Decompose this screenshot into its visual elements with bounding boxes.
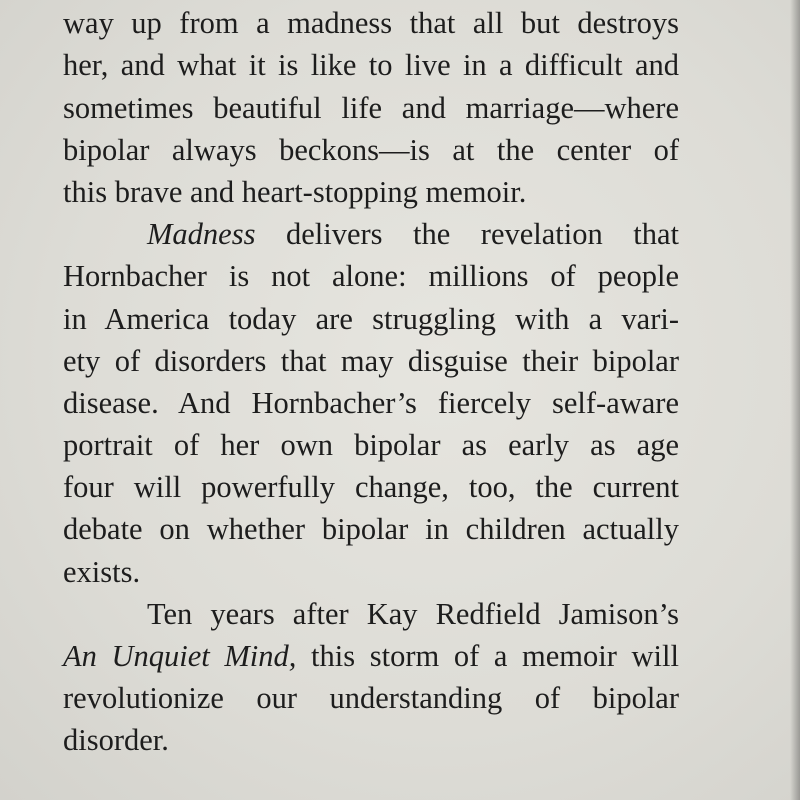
text-line: bipolar always beckons—is at the center of [63,132,679,167]
text-line: four will powerfully change, too, the current [63,470,679,505]
text-line [63,635,679,677]
text-line: disorder. [63,723,169,758]
text-line: debate on whether bipolar in children actually [63,512,679,547]
italic-title: An Unquiet Mind, [63,639,297,673]
text-line: disease. And Hornbacher’s fiercely self-aware [63,385,679,420]
text-line [63,213,679,255]
body-text [63,0,679,762]
page-edge-shadow [790,0,800,800]
text-line: sometimes beautiful life and marriage—where [63,90,679,125]
text-segment: delivers the revelation that [255,217,679,252]
text-line: in America today are struggling with a vari- [63,301,679,336]
text-line: Hornbacher is not alone: millions of people [63,259,679,294]
text-line: this brave and heart-stopping memoir. [63,174,527,209]
text-line: portrait of her own bipolar as early as age [63,428,679,463]
text-line: exists. [63,554,141,589]
text-line: ety of disorders that may disguise their bipolar [63,343,679,378]
text-segment: this storm of a memoir will [296,639,679,673]
text-line: way up from a madness that all but destroys [63,6,679,41]
text-line: Ten years after Kay Redfield Jamison’s [147,596,679,631]
text-line: her, and what it is like to live in a difficult and [63,48,679,83]
text-line: revolutionize our understanding of bipolar [63,681,679,716]
italic-title: Madness [147,217,256,252]
